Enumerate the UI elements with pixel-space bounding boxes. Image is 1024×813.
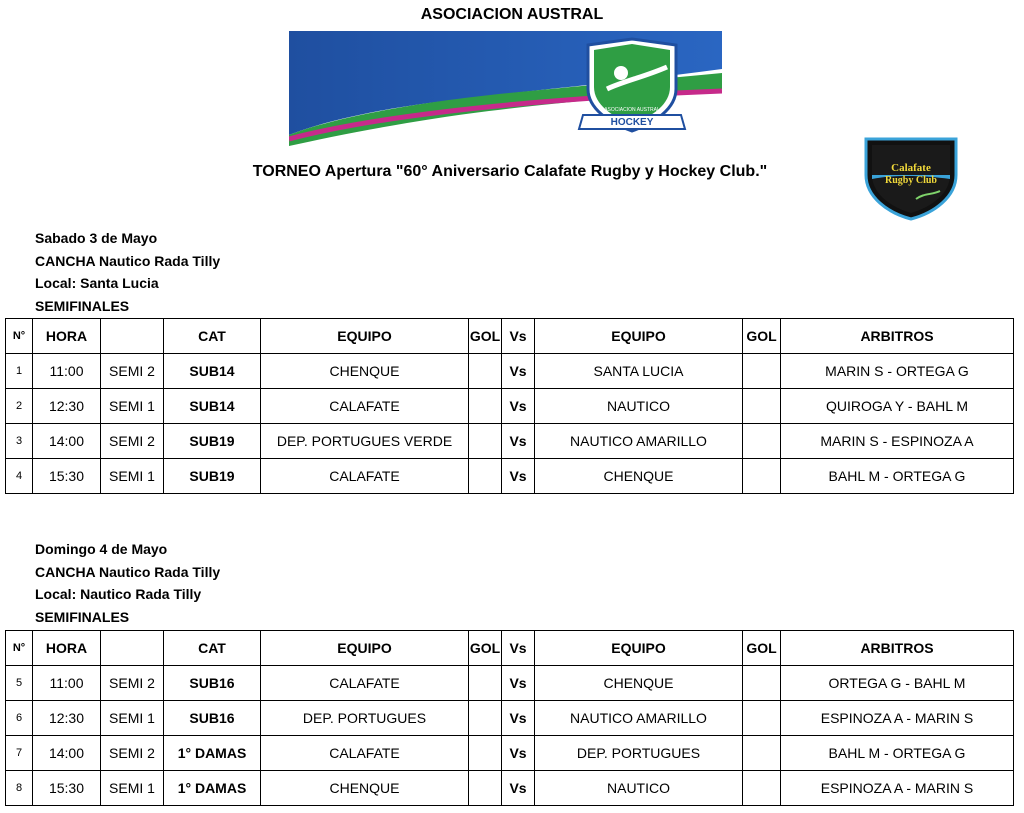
match-semi: SEMI 2 xyxy=(101,354,164,389)
team-home: CALAFATE xyxy=(261,389,469,424)
table-row xyxy=(6,459,1014,494)
goals-home xyxy=(469,459,502,494)
match-category: SUB14 xyxy=(164,389,261,424)
match-time: 15:30 xyxy=(33,771,101,806)
match-category: SUB16 xyxy=(164,701,261,736)
goals-home xyxy=(469,424,502,459)
referees: ESPINOZA A - MARIN S xyxy=(781,701,1014,736)
team-away: NAUTICO xyxy=(535,771,743,806)
association-banner xyxy=(289,31,722,146)
goals-away xyxy=(743,701,781,736)
match-semi: SEMI 2 xyxy=(101,424,164,459)
goals-away xyxy=(743,459,781,494)
match-number: 8 xyxy=(6,771,33,806)
goals-away xyxy=(743,736,781,771)
day1-date: Sabado 3 de Mayo xyxy=(35,230,158,246)
match-number: 5 xyxy=(6,666,33,701)
association-title: ASOCIACION AUSTRAL xyxy=(420,6,604,23)
team-away: SANTA LUCIA xyxy=(535,354,743,389)
match-category: SUB16 xyxy=(164,666,261,701)
svg-text:HOCKEY: HOCKEY xyxy=(610,117,654,128)
club-logo-icon xyxy=(862,135,960,221)
match-time: 14:00 xyxy=(33,736,101,771)
team-home: CALAFATE xyxy=(261,666,469,701)
vs-label: Vs xyxy=(502,389,535,424)
table-row xyxy=(6,771,1014,806)
day2-stage: SEMIFINALES xyxy=(35,608,130,625)
col-vs: Vs xyxy=(502,319,535,354)
goals-home xyxy=(469,771,502,806)
goals-away xyxy=(743,389,781,424)
match-time: 11:00 xyxy=(33,354,101,389)
col-semi xyxy=(101,631,164,666)
match-number: 4 xyxy=(6,459,33,494)
team-home: CALAFATE xyxy=(261,459,469,494)
team-home: DEP. PORTUGUES VERDE xyxy=(261,424,469,459)
match-number: 6 xyxy=(6,701,33,736)
col-gol-home: GOL xyxy=(469,631,502,666)
referees: BAHL M - ORTEGA G xyxy=(781,459,1014,494)
col-gol-home: GOL xyxy=(469,319,502,354)
goals-home xyxy=(469,354,502,389)
match-time: 11:00 xyxy=(33,666,101,701)
col-hora: HORA xyxy=(33,319,101,354)
team-away: NAUTICO AMARILLO xyxy=(535,701,743,736)
table-row xyxy=(6,424,1014,459)
team-away: CHENQUE xyxy=(535,459,743,494)
col-cat: CAT xyxy=(164,319,261,354)
col-number: N° xyxy=(6,631,33,666)
day2-date: Domingo 4 de Mayo xyxy=(35,541,168,557)
col-semi xyxy=(101,319,164,354)
team-home: CHENQUE xyxy=(261,354,469,389)
day2-schedule-table xyxy=(5,630,1014,806)
goals-away xyxy=(743,424,781,459)
vs-label: Vs xyxy=(502,424,535,459)
col-arbitros: ARBITROS xyxy=(781,319,1014,354)
team-home: CALAFATE xyxy=(261,736,469,771)
match-semi: SEMI 2 xyxy=(101,666,164,701)
match-number: 7 xyxy=(6,736,33,771)
goals-home xyxy=(469,666,502,701)
match-category: 1° DAMAS xyxy=(164,771,261,806)
vs-label: Vs xyxy=(502,701,535,736)
goals-away xyxy=(743,354,781,389)
day1-local: Local: Santa Lucia xyxy=(35,275,159,291)
referees: MARIN S - ORTEGA G xyxy=(781,354,1014,389)
team-away: DEP. PORTUGUES xyxy=(535,736,743,771)
col-cat: CAT xyxy=(164,631,261,666)
col-vs: Vs xyxy=(502,631,535,666)
table-row xyxy=(6,354,1014,389)
match-semi: SEMI 1 xyxy=(101,459,164,494)
team-away: CHENQUE xyxy=(535,666,743,701)
svg-text:ASOCIACION AUSTRAL: ASOCIACION AUSTRAL xyxy=(604,107,660,113)
goals-away xyxy=(743,666,781,701)
day1-stage: SEMIFINALES xyxy=(35,297,130,314)
vs-label: Vs xyxy=(502,666,535,701)
table-header-row xyxy=(6,319,1014,354)
referees: ESPINOZA A - MARIN S xyxy=(781,771,1014,806)
match-category: SUB14 xyxy=(164,354,261,389)
match-category: SUB19 xyxy=(164,424,261,459)
day1-field: CANCHA Nautico Rada Tilly xyxy=(35,252,221,269)
match-time: 12:30 xyxy=(33,701,101,736)
day2-info xyxy=(35,538,220,628)
svg-text:Calafate: Calafate xyxy=(891,162,931,174)
match-time: 12:30 xyxy=(33,389,101,424)
day1-info xyxy=(35,227,220,317)
day2-local: Local: Nautico Rada Tilly xyxy=(35,586,202,602)
col-arbitros: ARBITROS xyxy=(781,631,1014,666)
referees: BAHL M - ORTEGA G xyxy=(781,736,1014,771)
match-semi: SEMI 1 xyxy=(101,701,164,736)
team-away: NAUTICO AMARILLO xyxy=(535,424,743,459)
col-equipo-home: EQUIPO xyxy=(261,319,469,354)
match-time: 14:00 xyxy=(33,424,101,459)
match-category: SUB19 xyxy=(164,459,261,494)
goals-home xyxy=(469,736,502,771)
referees: QUIROGA Y - BAHL M xyxy=(781,389,1014,424)
goals-home xyxy=(469,389,502,424)
col-equipo-away: EQUIPO xyxy=(535,319,743,354)
team-home: DEP. PORTUGUES xyxy=(261,701,469,736)
vs-label: Vs xyxy=(502,459,535,494)
table-row xyxy=(6,736,1014,771)
col-equipo-away: EQUIPO xyxy=(535,631,743,666)
referees: ORTEGA G - BAHL M xyxy=(781,666,1014,701)
tournament-title: TORNEO Apertura "60° Aniversario Calafate Rugby y Hockey Club." xyxy=(252,163,768,180)
goals-home xyxy=(469,701,502,736)
team-home: CHENQUE xyxy=(261,771,469,806)
match-semi: SEMI 1 xyxy=(101,771,164,806)
match-category: 1° DAMAS xyxy=(164,736,261,771)
match-number: 2 xyxy=(6,389,33,424)
match-time: 15:30 xyxy=(33,459,101,494)
col-gol-away: GOL xyxy=(743,631,781,666)
match-semi: SEMI 2 xyxy=(101,736,164,771)
match-number: 1 xyxy=(6,354,33,389)
table-row xyxy=(6,666,1014,701)
goals-away xyxy=(743,771,781,806)
vs-label: Vs xyxy=(502,736,535,771)
col-equipo-home: EQUIPO xyxy=(261,631,469,666)
col-gol-away: GOL xyxy=(743,319,781,354)
table-row xyxy=(6,389,1014,424)
table-header-row xyxy=(6,631,1014,666)
team-away: NAUTICO xyxy=(535,389,743,424)
match-semi: SEMI 1 xyxy=(101,389,164,424)
col-number: N° xyxy=(6,319,33,354)
day2-field: CANCHA Nautico Rada Tilly xyxy=(35,563,221,580)
referees: MARIN S - ESPINOZA A xyxy=(781,424,1014,459)
svg-text:Rugby Club: Rugby Club xyxy=(885,175,937,186)
day1-schedule-table xyxy=(5,318,1014,494)
match-number: 3 xyxy=(6,424,33,459)
vs-label: Vs xyxy=(502,354,535,389)
table-row xyxy=(6,701,1014,736)
col-hora: HORA xyxy=(33,631,101,666)
vs-label: Vs xyxy=(502,771,535,806)
hockey-logo-icon xyxy=(579,39,685,131)
